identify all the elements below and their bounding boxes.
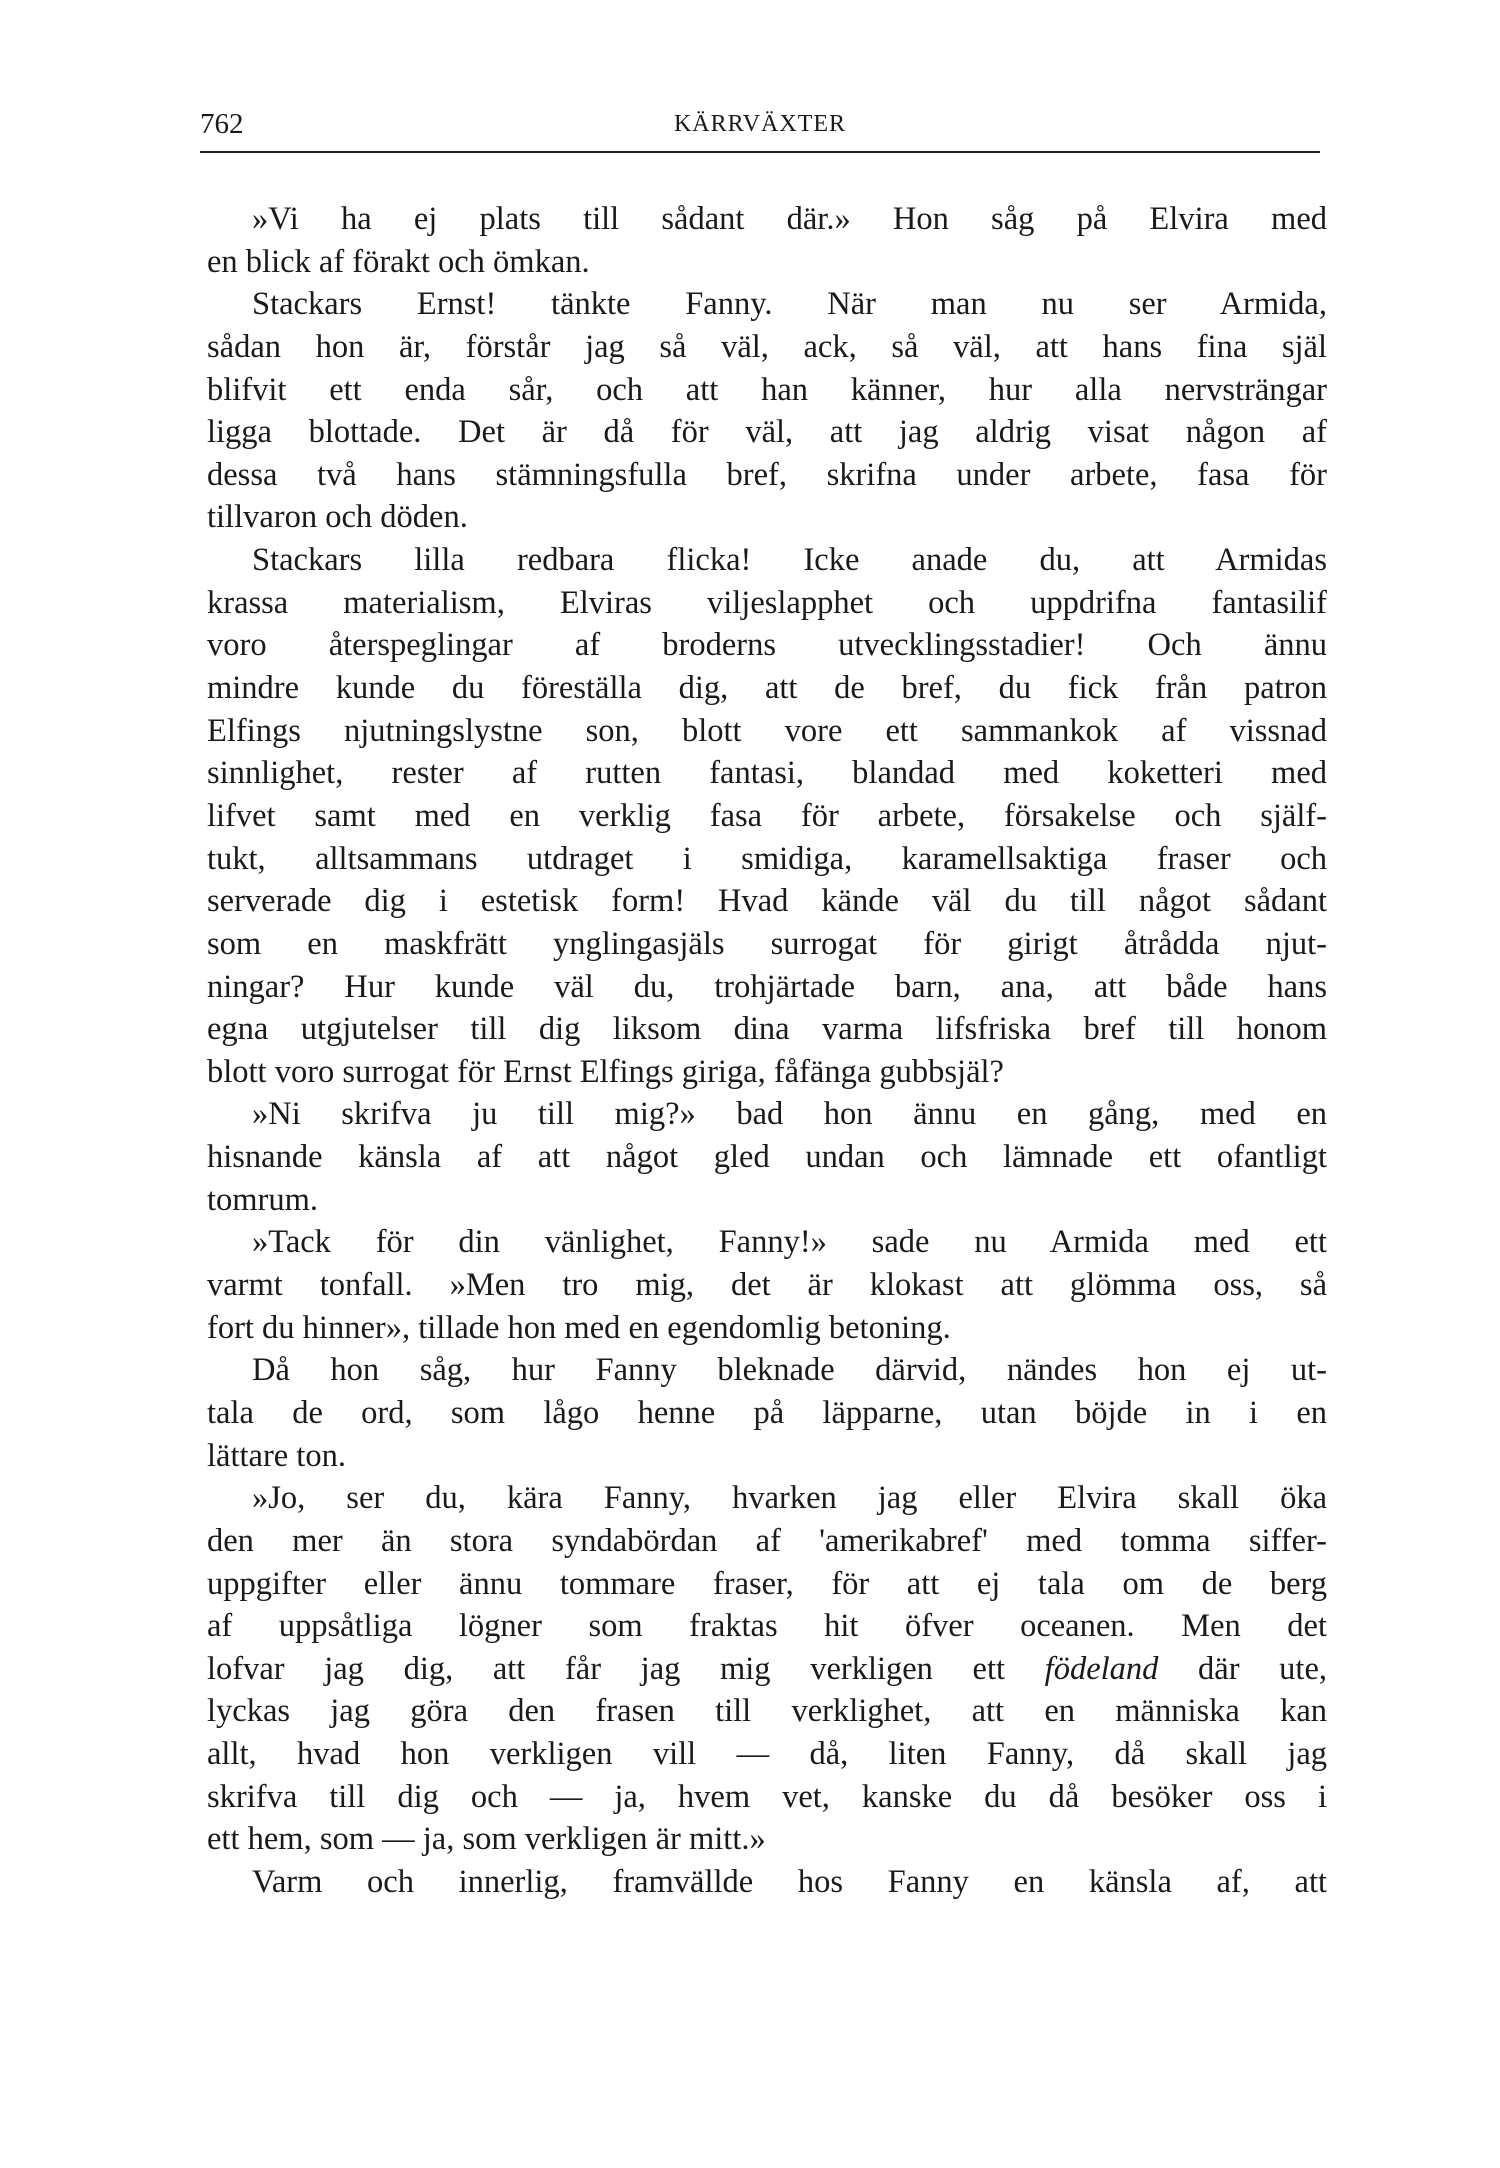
- text-line: tillvaron och döden.: [207, 499, 468, 536]
- text-line: den mer än stora syndabördan af 'amerikabref' med tomma siffer-: [207, 1522, 1327, 1559]
- text-line: tomrum.: [207, 1181, 319, 1218]
- text-line: som en maskfrätt ynglingasjäls surrogat för girigt åtrådda njut-: [207, 925, 1327, 962]
- text-line: tala de ord, som lågo henne på läpparne, utan böjde in i en: [207, 1394, 1327, 1431]
- text-line: serverade dig i estetisk form! Hvad kände väl du till något sådant: [207, 883, 1327, 920]
- text-segment: lofvar jag dig, att får jag mig verkligen ett: [207, 1650, 1045, 1687]
- text-line: »Vi ha ej plats till sådant där.» Hon såg på Elvira med: [252, 201, 1327, 237]
- text-line: »Jo, ser du, kära Fanny, hvarken jag eller Elvira skall öka: [252, 1480, 1327, 1517]
- text-line: Då hon såg, hur Fanny bleknade därvid, nändes hon ej ut-: [252, 1352, 1327, 1389]
- italic-word: födeland: [1044, 1650, 1159, 1687]
- text-line: lättare ton.: [207, 1437, 346, 1474]
- text-line: Varm och innerlig, framvällde hos Fanny en känsla af, att: [252, 1863, 1327, 1900]
- text-line: skrifva till dig och — ja, hvem vet, kanske du då besöker oss i: [207, 1778, 1327, 1815]
- text-line: mindre kunde du föreställa dig, att de bref, du fick från patron: [207, 670, 1327, 707]
- text-segment: där ute,: [1158, 1650, 1327, 1687]
- text-line: Elfings njutningslystne son, blott vore ett sammankok af vissnad: [207, 712, 1327, 749]
- text-line: allt, hvad hon verkligen vill — då, liten Fanny, då skall jag: [207, 1736, 1327, 1773]
- text-line: hisnande känsla af att något gled undan och lämnade ett ofantligt: [207, 1139, 1327, 1176]
- text-line: ligga blottade. Det är då för väl, att jag aldrig visat någon af: [207, 414, 1327, 451]
- text-line: sinnlighet, rester af rutten fantasi, blandad med koketteri med: [207, 755, 1327, 792]
- page-number: 762: [200, 108, 244, 140]
- text-line: af uppsåtliga lögner som fraktas hit öfver oceanen. Men det: [207, 1608, 1327, 1645]
- text-line: Stackars lilla redbara flicka! Icke anade du, att Armidas: [252, 542, 1327, 579]
- text-line: blott voro surrogat för Ernst Elfings giriga, fåfänga gubbsjäl?: [207, 1053, 1004, 1090]
- text-line: tukt, alltsammans utdraget i smidiga, karamellsaktiga fraser och: [207, 840, 1327, 877]
- text-line: lifvet samt med en verklig fasa för arbete, försakelse och själf-: [207, 797, 1327, 834]
- body-text: [207, 198, 1327, 1904]
- text-line: »Tack för din vänlighet, Fanny!» sade nu Armida med ett: [252, 1224, 1327, 1261]
- text-line: fort du hinner», tillade hon med en egendomlig betoning.: [207, 1309, 951, 1346]
- text-line: Stackars Ernst! tänkte Fanny. När man nu ser Armida,: [252, 286, 1327, 323]
- text-line: dessa två hans stämningsfulla bref, skrifna under arbete, fasa för: [207, 456, 1327, 493]
- text-line: voro återspeglingar af broderns utvecklingsstadier! Och ännu: [207, 627, 1327, 664]
- text-line: uppgifter eller ännu tommare fraser, för att ej tala om de berg: [207, 1565, 1327, 1602]
- running-title: KÄRRVÄXTER: [673, 111, 847, 137]
- text-line: ningar? Hur kunde väl du, trohjärtade barn, ana, att både hans: [207, 968, 1327, 1005]
- running-head: [200, 104, 1320, 144]
- text-line: sådan hon är, förstår jag så väl, ack, så väl, att hans fina själ: [207, 328, 1327, 365]
- text-line: [207, 1648, 1327, 1691]
- text-line: egna utgjutelser till dig liksom dina varma lifsfriska bref till honom: [207, 1011, 1327, 1048]
- text-line: en blick af förakt och ömkan.: [207, 243, 590, 280]
- text-line: »Ni skrifva ju till mig?» bad hon ännu en gång, med en: [252, 1096, 1327, 1133]
- text-line: varmt tonfall. »Men tro mig, det är klokast att glömma oss, så: [207, 1267, 1327, 1304]
- text-line: lyckas jag göra den frasen till verklighet, att en människa kan: [207, 1693, 1327, 1730]
- header-rule: [200, 151, 1320, 153]
- text-line: krassa materialism, Elviras viljeslapphet och uppdrifna fantasilif: [207, 584, 1327, 621]
- text-line: blifvit ett enda sår, och att han känner, hur alla nervsträngar: [207, 371, 1327, 408]
- text-line: ett hem, som — ja, som verkligen är mitt.»: [207, 1821, 766, 1858]
